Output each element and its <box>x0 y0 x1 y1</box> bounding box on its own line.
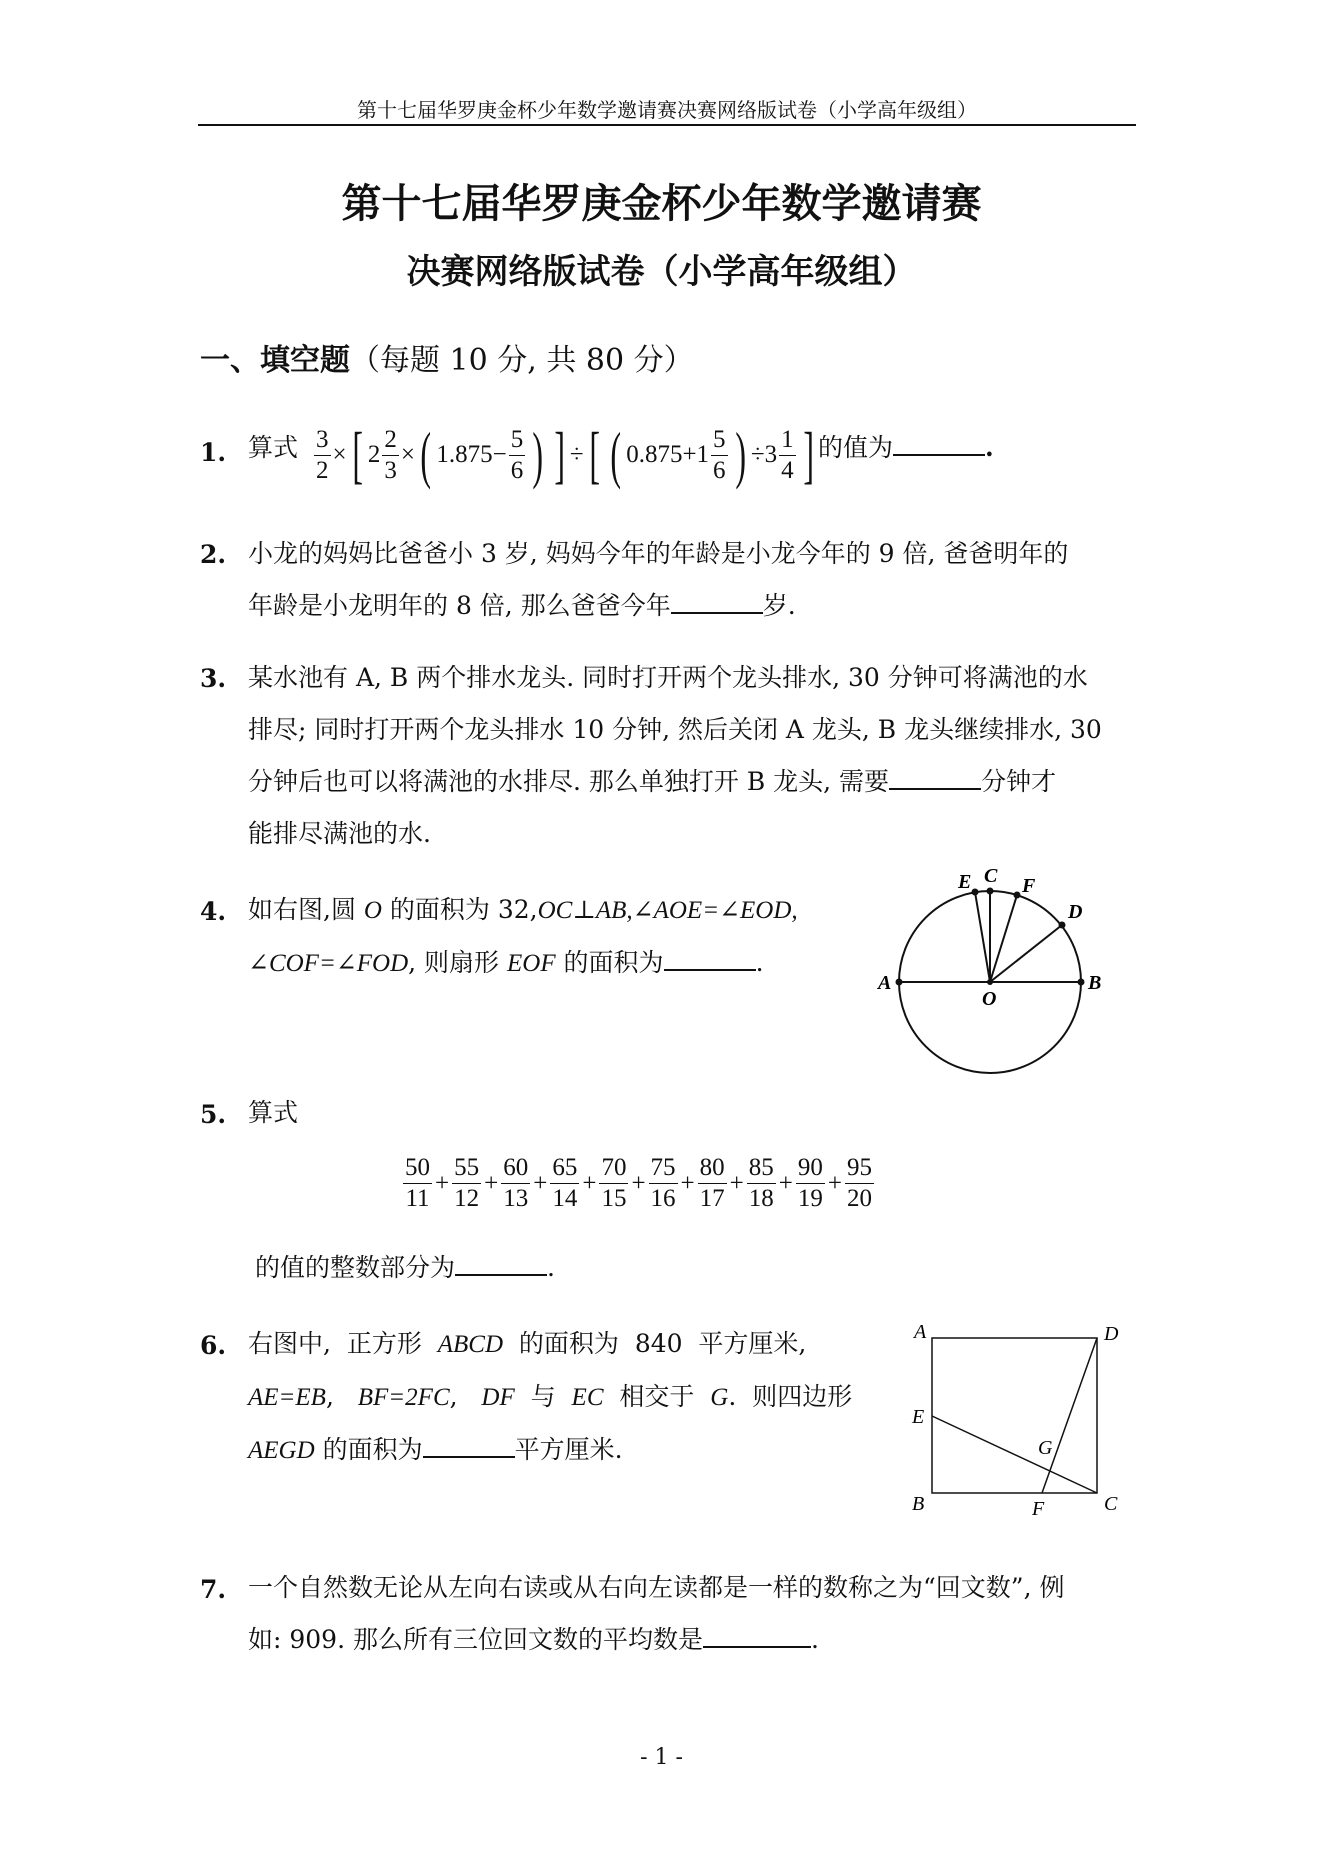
q5-numerator: 50 <box>403 1153 432 1184</box>
q7-answer-blank[interactable] <box>703 1626 811 1648</box>
point-d <box>1059 922 1066 929</box>
q1-plus: + <box>682 441 697 468</box>
q4-text <box>248 884 848 990</box>
q3-line3 <box>248 756 1138 808</box>
q5-fraction <box>403 1153 432 1214</box>
q7-text <box>248 1562 1138 1666</box>
q5-numerator: 75 <box>649 1153 678 1184</box>
q5-denominator: 19 <box>797 1185 823 1212</box>
q6-line3b: 平方厘米. <box>514 1435 623 1464</box>
q6-df: DF <box>481 1384 515 1411</box>
q4-line1b: 的面积为 32, <box>381 895 538 924</box>
radius-of <box>990 895 1017 982</box>
q7-line2 <box>248 1614 1138 1666</box>
q1-decimal-0875: 0.875 <box>626 441 683 468</box>
q2-line2 <box>248 580 1138 632</box>
segment-df <box>1042 1338 1097 1493</box>
q1-rparen1: ) <box>532 419 544 490</box>
q2-line2a: 年龄是小龙明年的 8 倍, 那么爸爸今年 <box>248 591 671 620</box>
page-title: 第十七届华罗庚金杯少年数学邀请赛 <box>341 180 982 227</box>
q1-mixed-whole: 2 <box>367 441 381 468</box>
q5-numerator: 90 <box>796 1153 825 1184</box>
q1-expression <box>312 415 819 495</box>
q6-bf-eq: BF=2FC <box>357 1384 450 1411</box>
q1-frac-3-2: $\frac{3}{2}$ <box>316 425 329 484</box>
q4-circle-o: O <box>363 897 382 924</box>
q6-line1a: 右图中, 正方形 <box>248 1329 438 1358</box>
header-rule <box>198 124 1136 126</box>
q5-plus: + <box>533 1169 548 1197</box>
q5-numerator: 85 <box>747 1153 776 1184</box>
q6-line2 <box>248 1371 888 1424</box>
label-c6: C <box>1104 1493 1118 1515</box>
q5-fraction <box>550 1153 579 1214</box>
q4-relation1: OC⊥AB,∠AOE=∠EOD, <box>537 897 798 924</box>
q5-numerator: 55 <box>452 1153 481 1184</box>
q5-tail-text: 的值的整数部分为 <box>255 1253 456 1282</box>
segment-ec <box>932 1416 1097 1493</box>
q4-line2 <box>248 937 848 990</box>
q5-denominator: 17 <box>699 1185 725 1212</box>
q3-line3a: 分钟后也可以将满池的水排尽. 那么单独打开 B 龙头, 需要 <box>248 767 890 796</box>
q3-line3b: 分钟才 <box>981 767 1057 796</box>
label-d6: D <box>1104 1323 1119 1345</box>
q1-lparen1: ( <box>420 419 432 490</box>
square-abcd <box>932 1338 1097 1493</box>
label-b6: B <box>912 1493 925 1515</box>
q6-line3a: 的面积为 <box>314 1435 423 1464</box>
q6-g: G <box>710 1384 729 1411</box>
q1-rbracket2: ] <box>802 419 814 490</box>
q6-ae-eq: AE=EB <box>248 1384 326 1411</box>
running-header: 第十七届华罗庚金杯少年数学邀请赛决赛网络版试卷（小学高年级组） <box>357 98 977 122</box>
q6-line1 <box>248 1318 888 1371</box>
q5-fraction <box>649 1153 678 1214</box>
point-f <box>1014 892 1021 899</box>
q5-denominator: 15 <box>601 1185 627 1212</box>
q5-fraction <box>599 1153 628 1214</box>
q4-relation2: ∠COF=∠FOD <box>248 950 409 977</box>
q1-frac-2-3: $\frac{2}{3}$ <box>384 425 397 484</box>
q6-line2c: . 则四边形 <box>728 1382 853 1411</box>
q3-number: 3. <box>200 664 227 693</box>
point-a <box>896 979 903 986</box>
q5-denominator: 13 <box>503 1185 529 1212</box>
q5-plus: + <box>778 1169 793 1197</box>
q5-fraction <box>501 1153 530 1214</box>
q6-number: 6. <box>200 1331 227 1360</box>
point-c <box>987 888 994 895</box>
page-number: - 1 - <box>640 1745 683 1770</box>
q5-denominator: 18 <box>748 1185 774 1212</box>
point-e <box>972 889 979 896</box>
q4-line1a: 如右图,圆 <box>248 895 364 924</box>
page-subtitle: 决赛网络版试卷（小学高年级组） <box>406 252 917 292</box>
q2-number: 2. <box>200 540 227 569</box>
q1-tail-text: 的值为 <box>818 433 894 462</box>
q6-text <box>248 1318 888 1477</box>
q6-line2b: 相交于 <box>603 1382 711 1411</box>
q1-divide: ÷ <box>569 441 584 468</box>
q5-period: . <box>547 1253 555 1282</box>
q5-denominator: 14 <box>552 1185 578 1212</box>
q5-denominator: 16 <box>650 1185 676 1212</box>
q1-lparen2: ( <box>610 419 621 490</box>
q5-plus: + <box>827 1169 842 1197</box>
label-c: C <box>984 865 998 887</box>
section-title: 一、填空题 <box>200 343 350 378</box>
q5-plus: + <box>582 1169 597 1197</box>
label-d: D <box>1068 901 1083 923</box>
label-b: B <box>1088 972 1102 994</box>
q3-line4: 能排尽满池的水. <box>248 819 431 848</box>
q5-plus: + <box>631 1169 646 1197</box>
label-o: O <box>982 988 997 1010</box>
q1-decimal-1875: 1.875 <box>436 441 493 468</box>
q5-plus: + <box>729 1169 744 1197</box>
q6-line1b: 的面积为 840 平方厘米, <box>503 1329 807 1358</box>
q6-ec: EC <box>571 1384 604 1411</box>
q5-numerator: 95 <box>845 1153 874 1184</box>
point-o <box>987 979 993 985</box>
q1-lead: 算式 <box>248 433 299 462</box>
q5-plus: + <box>680 1169 695 1197</box>
q1-frac-5-6b: $\frac{5}{6}$ <box>713 425 726 484</box>
point-b <box>1078 979 1085 986</box>
q6-line2a: 与 <box>514 1382 572 1411</box>
q1-minus: − <box>492 441 507 468</box>
q4-circle-figure <box>870 862 1120 1082</box>
q1-number: 1. <box>200 438 227 467</box>
q1-times: × <box>332 441 347 468</box>
q5-number: 5. <box>200 1100 227 1129</box>
q4-line2b: 的面积为 <box>555 948 664 977</box>
q1-divide2: ÷ <box>750 441 765 468</box>
label-a: A <box>878 972 892 994</box>
q7-line1: 一个自然数无论从左向右读或从右向左读都是一样的数称之为“回文数”, 例 <box>248 1573 1065 1602</box>
q6-quad-aegd: AEGD <box>248 1437 315 1464</box>
q5-denominator: 11 <box>405 1185 430 1212</box>
q7-line2b: . <box>810 1625 819 1654</box>
q1-lbracket1: [ <box>351 419 363 490</box>
q6-line3 <box>248 1424 888 1477</box>
q1-mixed3-whole: 3 <box>764 441 778 468</box>
label-e6: E <box>912 1406 925 1428</box>
q2-answer-blank[interactable] <box>671 592 763 614</box>
q1-answer-blank[interactable] <box>893 434 985 456</box>
q1-frac-5-6: $\frac{5}{6}$ <box>510 425 524 484</box>
q4-sector-eof: EOF <box>507 950 556 977</box>
q5-lead: 算式 <box>248 1098 299 1127</box>
q4-period: . <box>755 948 764 977</box>
q1-period: . <box>985 433 994 462</box>
q7-number: 7. <box>200 1575 227 1604</box>
q1-frac-1-4: $\frac{1}{4}$ <box>781 425 794 484</box>
q1-rparen2: ) <box>734 419 746 490</box>
q5-numerator: 80 <box>698 1153 727 1184</box>
q5-fraction <box>452 1153 481 1214</box>
q5-numerator: 65 <box>550 1153 579 1184</box>
q2-line2b: 岁. <box>762 591 796 620</box>
q3-text <box>248 652 1138 860</box>
label-a6: A <box>914 1321 927 1343</box>
q2-line1: 小龙的妈妈比爸爸小 3 岁, 妈妈今年的年龄是小龙今年的 9 倍, 爸爸明年的 <box>248 539 1069 568</box>
q2-text <box>248 528 1138 632</box>
q1-rbracket1: ] <box>553 419 565 490</box>
q6-square-abcd: ABCD <box>437 1331 504 1358</box>
q5-answer-blank[interactable] <box>455 1254 547 1276</box>
q4-number: 4. <box>200 897 227 926</box>
q4-answer-blank[interactable] <box>664 949 756 971</box>
q5-numerator: 60 <box>501 1153 530 1184</box>
q1-tail <box>818 422 994 474</box>
q5-plus: + <box>484 1169 499 1197</box>
q5-fraction <box>698 1153 727 1214</box>
q5-tail <box>255 1242 555 1294</box>
q1-mixed2-whole: 1 <box>696 441 710 468</box>
section-heading <box>200 335 694 379</box>
radius-od <box>990 925 1062 982</box>
label-g6: G <box>1038 1437 1053 1459</box>
q5-expression <box>400 1153 877 1214</box>
q5-fraction <box>796 1153 825 1214</box>
label-f6: F <box>1032 1498 1045 1520</box>
q6-answer-blank[interactable] <box>423 1436 515 1458</box>
q7-line2a: 如: 909. 那么所有三位回文数的平均数是 <box>248 1625 703 1654</box>
q3-answer-blank[interactable] <box>889 768 981 790</box>
radius-oe <box>975 892 990 982</box>
q5-denominator: 12 <box>454 1185 480 1212</box>
q6-sep2: , <box>449 1382 482 1411</box>
q1-lbracket2: [ <box>588 419 600 490</box>
q3-line2: 排尽; 同时打开两个龙头排水 10 分钟, 然后关闭 A 龙头, B 龙头继续排水, 30 <box>248 715 1102 744</box>
q5-plus: + <box>435 1169 450 1197</box>
q5-fraction <box>845 1153 874 1214</box>
q6-square-figure <box>900 1320 1130 1520</box>
q5-numerator: 70 <box>599 1153 628 1184</box>
q4-line1 <box>248 884 848 937</box>
q6-sep1: , <box>325 1382 358 1411</box>
label-e: E <box>958 871 972 893</box>
q1-times2: × <box>400 441 416 468</box>
q5-denominator: 20 <box>846 1185 872 1212</box>
q3-line1: 某水池有 A, B 两个排水龙头. 同时打开两个龙头排水, 30 分钟可将满池的水 <box>248 663 1088 692</box>
q4-line2a: , 则扇形 <box>408 948 507 977</box>
label-f: F <box>1022 875 1036 897</box>
section-note: （每题 10 分, 共 80 分） <box>350 343 694 378</box>
q5-fraction <box>747 1153 776 1214</box>
